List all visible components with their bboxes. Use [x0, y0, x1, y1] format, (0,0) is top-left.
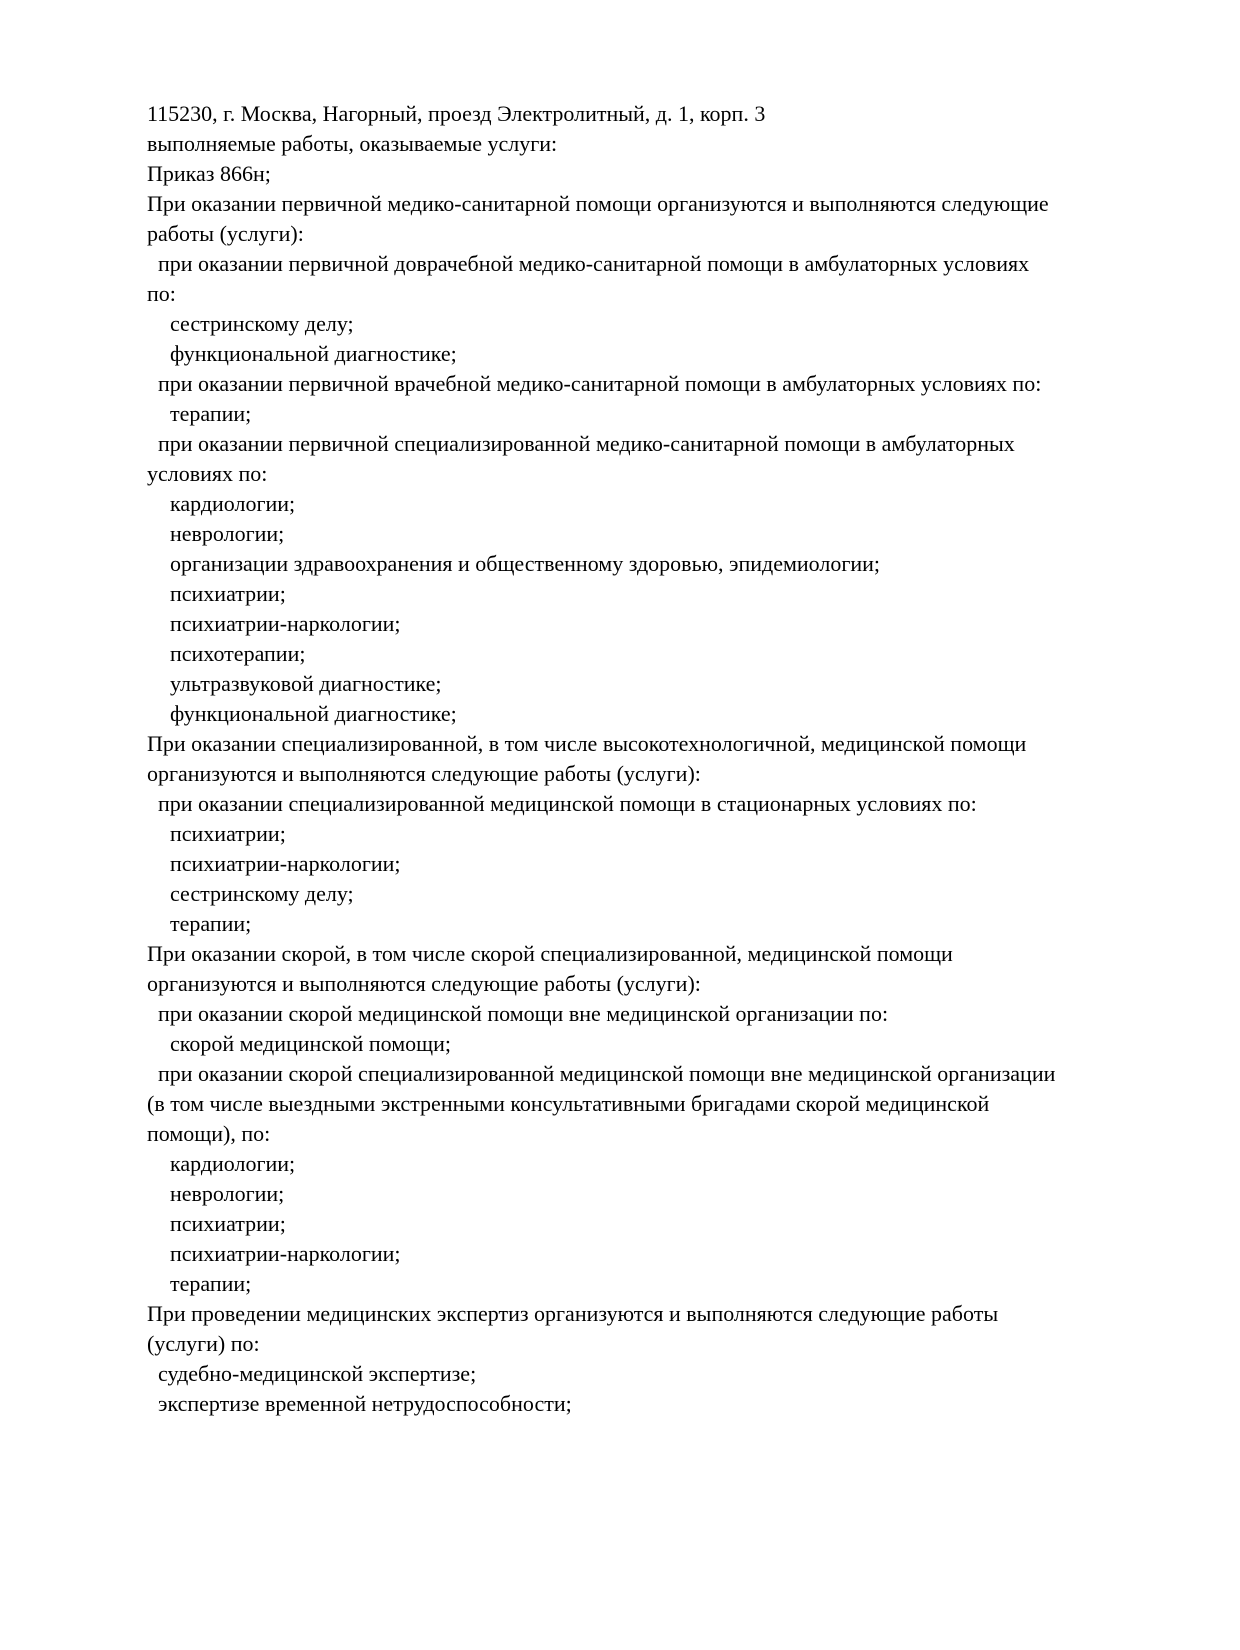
text-line: функциональной диагностике; [170, 341, 457, 366]
text-line: организуются и выполняются следующие работы (услуги): [147, 971, 701, 996]
text-line: при оказании специализированной медицинской помощи в стационарных условиях по: [158, 791, 977, 816]
text-line: психиатрии-наркологии; [170, 1241, 401, 1266]
text-line: неврологии; [170, 1181, 285, 1206]
text-line: при оказании скорой медицинской помощи вне медицинской организации по: [158, 1001, 889, 1026]
text-line: терапии; [170, 911, 252, 936]
license-works-text-block [147, 99, 1055, 1419]
text-line: психиатрии; [170, 581, 286, 606]
text-line: сестринскому делу; [170, 311, 354, 336]
text-line: работы (услуги): [147, 221, 304, 246]
text-line: терапии; [170, 1271, 252, 1296]
text-line: при оказании первичной специализированной медико-санитарной помощи в амбулаторных [158, 431, 1015, 456]
text-line: (услуги) по: [147, 1331, 260, 1356]
text-line: При оказании скорой, в том числе скорой специализированной, медицинской помощи [147, 941, 953, 966]
text-line: функциональной диагностике; [170, 701, 457, 726]
text-line: При оказании первичной медико-санитарной помощи организуются и выполняются следующие [147, 191, 1049, 216]
text-line: помощи), по: [147, 1121, 271, 1146]
text-line: при оказании первичной доврачебной медико-санитарной помощи в амбулаторных условиях [158, 251, 1030, 276]
text-line: (в том числе выездными экстренными консультативными бригадами скорой медицинской [147, 1091, 990, 1116]
text-line: по: [147, 281, 176, 306]
text-line: кардиологии; [170, 1151, 296, 1176]
text-line: экспертизе временной нетрудоспособности; [158, 1391, 572, 1416]
text-line: скорой медицинской помощи; [170, 1031, 452, 1056]
text-line: психиатрии; [170, 1211, 286, 1236]
text-line: психиатрии; [170, 821, 286, 846]
text-line: Приказ 866н; [147, 161, 271, 186]
text-line: организуются и выполняются следующие работы (услуги): [147, 761, 701, 786]
text-line: неврологии; [170, 521, 285, 546]
text-line: при оказании скорой специализированной медицинской помощи вне медицинской организации [158, 1061, 1056, 1086]
text-line: 115230, г. Москва, Нагорный, проезд Электролитный, д. 1, корп. 3 [147, 101, 766, 126]
text-line: психиатрии-наркологии; [170, 611, 401, 636]
text-line: судебно-медицинской экспертизе; [158, 1361, 477, 1386]
text-line: сестринскому делу; [170, 881, 354, 906]
text-line: При проведении медицинских экспертиз организуются и выполняются следующие работы [147, 1301, 999, 1326]
text-line: организации здравоохранения и общественному здоровью, эпидемиологии; [170, 551, 881, 576]
text-line: условиях по: [147, 461, 268, 486]
text-line: ультразвуковой диагностике; [170, 671, 442, 696]
text-line: терапии; [170, 401, 252, 426]
text-line: психотерапии; [170, 641, 306, 666]
text-line: при оказании первичной врачебной медико-санитарной помощи в амбулаторных условиях по: [158, 371, 1042, 396]
text-line: При оказании специализированной, в том числе высокотехнологичной, медицинской помощи [147, 731, 1027, 756]
text-line: выполняемые работы, оказываемые услуги: [147, 131, 558, 156]
text-line: психиатрии-наркологии; [170, 851, 401, 876]
text-line: кардиологии; [170, 491, 296, 516]
